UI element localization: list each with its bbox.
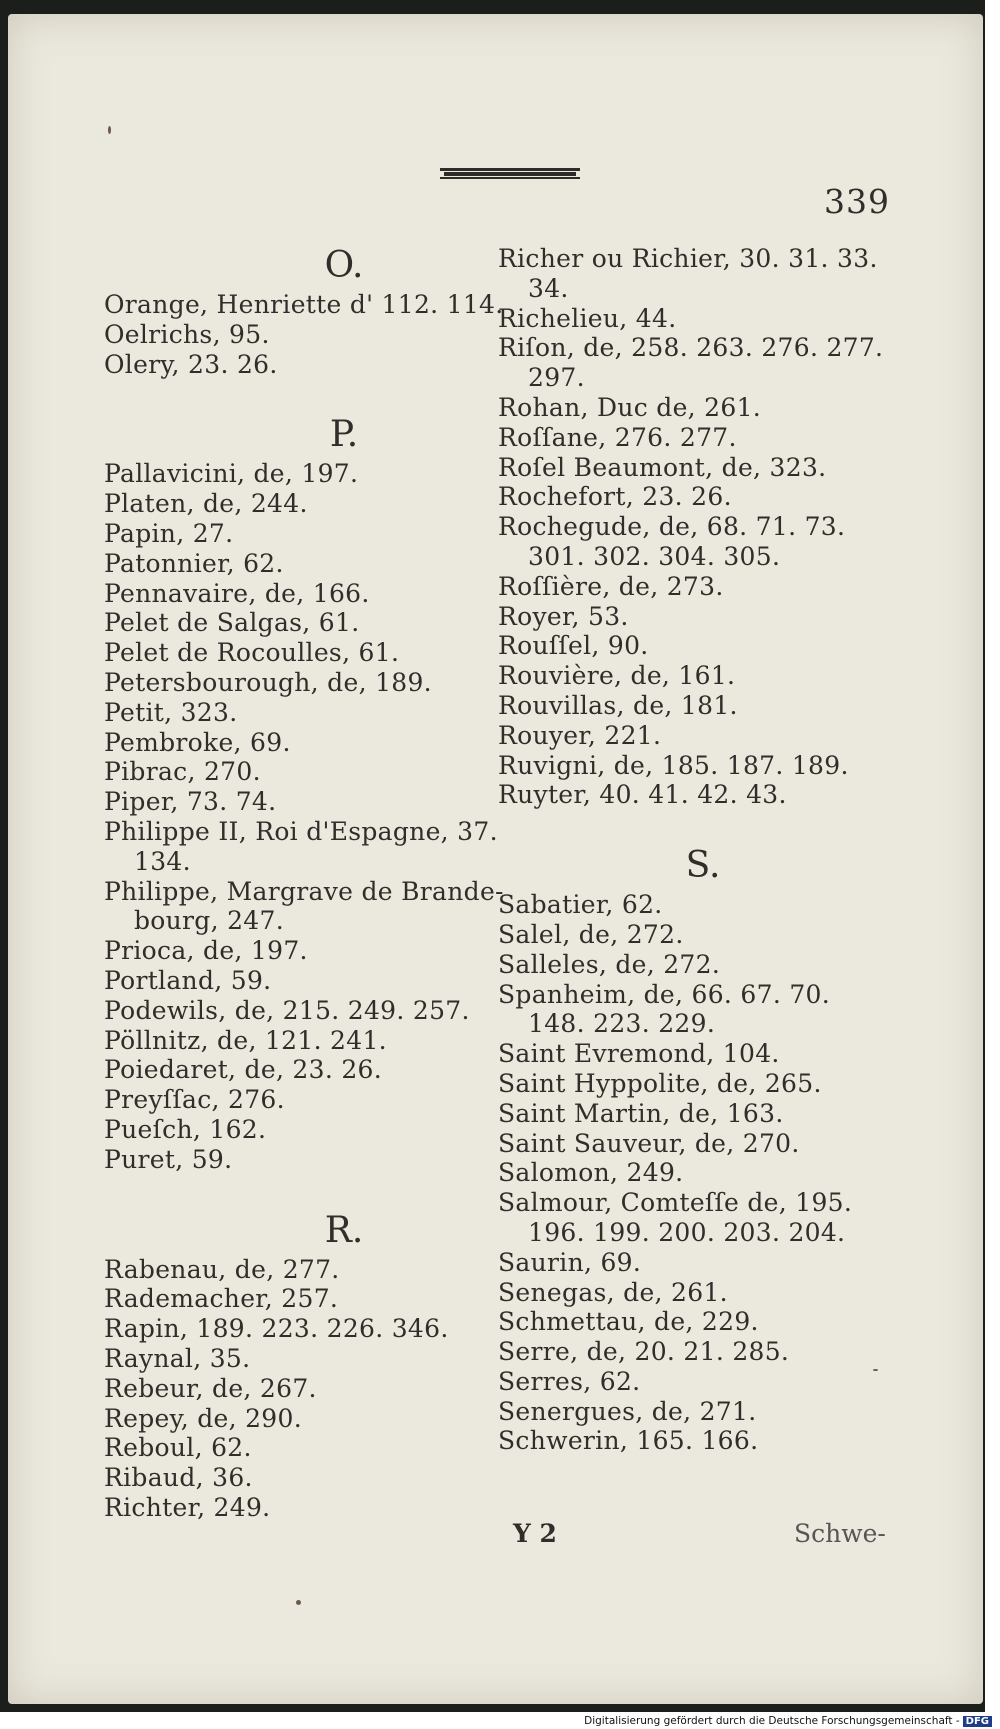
section-letter-heading: O. xyxy=(324,245,364,286)
entry-text: Serre, de, 20. 21. 285. xyxy=(498,1337,790,1367)
index-entry xyxy=(498,1307,908,1337)
paper-speck xyxy=(873,1369,878,1371)
entry-text: Saurin, 69. xyxy=(498,1247,642,1277)
entry-text: Petit, 323. xyxy=(104,697,238,727)
entry-text: Oelrichs, 95. xyxy=(104,319,270,349)
index-entry xyxy=(104,877,504,937)
section-letter-heading: P. xyxy=(329,414,359,456)
index-entry xyxy=(498,1337,908,1367)
entry-text: Roſel Beaumont, de, 323. xyxy=(498,452,827,482)
index-entry xyxy=(104,698,504,728)
entry-text: Saint Hyppolite, de, 265. xyxy=(498,1068,822,1098)
entry-text: Patonnier, 62. xyxy=(104,548,284,578)
entry-text: Sabatier, 62. xyxy=(498,890,663,920)
entry-text: Salomon, 249. xyxy=(498,1158,684,1188)
entry-text: Rapin, 189. 223. 226. 346. xyxy=(104,1314,449,1344)
index-entry xyxy=(104,1404,504,1434)
digitization-credit xyxy=(584,1715,992,1727)
index-entry xyxy=(498,980,908,1040)
entry-text: Preyſſac, 276. xyxy=(104,1085,285,1115)
entry-text: Rohan, Duc de, 261. xyxy=(498,392,762,422)
entry-continuation: 297. xyxy=(528,363,585,393)
index-entry xyxy=(498,482,908,512)
index-entry xyxy=(104,1115,504,1145)
entry-continuation: 148. 223. 229. xyxy=(528,1009,716,1039)
paper-speck xyxy=(296,1600,301,1605)
index-entry xyxy=(498,1158,908,1188)
entry-text: Pelet de Rocoulles, 61. xyxy=(104,638,400,668)
index-entry xyxy=(104,549,504,579)
entry-text: Richer ou Richier, 30. 31. 33. xyxy=(498,244,878,273)
index-column-left xyxy=(104,244,504,1523)
credit-text: Digitalisierung gefördert durch die Deutsche Forschungsgemeinschaft - xyxy=(584,1715,960,1727)
entry-text: Pennavaire, de, 166. xyxy=(104,578,370,608)
index-entry xyxy=(104,996,504,1026)
entry-text: Rochefort, 23. 26. xyxy=(498,482,732,512)
index-entry xyxy=(498,512,908,572)
entry-text: Salmour, Comteſſe de, 195. xyxy=(498,1188,853,1218)
entry-continuation: 301. 302. 304. 305. xyxy=(528,541,781,571)
dfg-logo: DFG xyxy=(963,1716,992,1727)
index-entry xyxy=(498,423,908,453)
entry-text: Salel, de, 272. xyxy=(498,919,684,949)
index-entry xyxy=(498,572,908,602)
index-entry xyxy=(498,1099,908,1129)
index-entry xyxy=(104,757,504,787)
index-entry xyxy=(104,489,504,519)
index-entry xyxy=(104,320,504,350)
entry-text: Richter, 249. xyxy=(104,1492,271,1522)
index-entry xyxy=(498,751,908,781)
entry-continuation: 196. 199. 200. 203. 204. xyxy=(528,1217,846,1247)
index-entry xyxy=(104,1463,504,1493)
entry-text: Repey, de, 290. xyxy=(104,1403,302,1433)
index-entry xyxy=(104,787,504,817)
index-column-right xyxy=(498,244,908,1456)
book-page xyxy=(8,14,983,1704)
entry-text: Schwerin, 165. 166. xyxy=(498,1426,759,1456)
entry-text: Piper, 73. 74. xyxy=(104,787,277,817)
index-entry xyxy=(498,890,908,920)
entry-text: Rouvière, de, 161. xyxy=(498,661,736,691)
index-entry xyxy=(104,1055,504,1085)
entry-text: Philippe, Margrave de Brande- xyxy=(104,876,504,906)
entry-text: Richelieu, 44. xyxy=(498,303,677,333)
entry-text: Platen, de, 244. xyxy=(104,489,308,519)
index-entry xyxy=(104,966,504,996)
index-entry xyxy=(498,691,908,721)
index-entry xyxy=(498,333,908,393)
index-entry xyxy=(498,1188,908,1248)
entry-text: Orange, Henriette d' 112. 114. xyxy=(104,290,504,319)
entry-text: Prioca, de, 197. xyxy=(104,936,308,966)
entry-text: Petersbourough, de, 189. xyxy=(104,667,432,697)
entry-text: Schmettau, de, 229. xyxy=(498,1307,759,1337)
printer-ornament-rule xyxy=(440,164,580,182)
entry-continuation: 134. xyxy=(134,846,191,876)
index-entry xyxy=(498,1278,908,1308)
index-entry xyxy=(498,1039,908,1069)
index-entry xyxy=(104,668,504,698)
index-entry xyxy=(498,661,908,691)
entry-text: Saint Sauveur, de, 270. xyxy=(498,1128,800,1158)
entry-text: Rademacher, 257. xyxy=(104,1284,339,1314)
entry-text: Royer, 53. xyxy=(498,601,629,631)
index-entry xyxy=(104,936,504,966)
entry-text: Podewils, de, 215. 249. 257. xyxy=(104,995,470,1025)
index-entry xyxy=(498,1248,908,1278)
entry-text: Raynal, 35. xyxy=(104,1343,251,1373)
entry-text: Rochegude, de, 68. 71. 73. xyxy=(498,512,846,542)
index-entry xyxy=(104,350,504,380)
signature-mark: Y 2 xyxy=(513,1519,557,1548)
index-entry xyxy=(104,1493,504,1523)
index-entry xyxy=(104,1026,504,1056)
entry-text: Spanheim, de, 66. 67. 70. xyxy=(498,979,830,1009)
entry-text: Riſon, de, 258. 263. 276. 277. xyxy=(498,333,884,363)
index-entry xyxy=(498,244,908,304)
section-gap xyxy=(498,810,908,844)
index-entry xyxy=(498,1426,908,1456)
entry-text: Serres, 62. xyxy=(498,1366,641,1396)
entry-text: Roſſane, 276. 277. xyxy=(498,422,737,452)
entry-text: Pembroke, 69. xyxy=(104,727,291,757)
entry-text: Rebeur, de, 267. xyxy=(104,1373,317,1403)
entry-continuation: 34. xyxy=(528,273,569,303)
entry-text: Ruvigni, de, 185. 187. 189. xyxy=(498,750,849,780)
entry-text: Pallavicini, de, 197. xyxy=(104,459,359,489)
entry-text: Rouvillas, de, 181. xyxy=(498,690,738,720)
index-entry xyxy=(498,1129,908,1159)
index-entry xyxy=(498,780,908,810)
index-entry xyxy=(104,1433,504,1463)
entry-text: Saint Evremond, 104. xyxy=(498,1039,780,1069)
entry-text: Reboul, 62. xyxy=(104,1433,252,1463)
entry-text: Puret, 59. xyxy=(104,1144,233,1174)
index-entry xyxy=(498,304,908,334)
entry-text: Pibrac, 270. xyxy=(104,757,261,787)
entry-text: Rabenau, de, 277. xyxy=(104,1254,340,1284)
section-letter-heading: S. xyxy=(685,845,721,887)
index-entry xyxy=(104,459,504,489)
catchword: Schwe- xyxy=(794,1519,886,1548)
entry-text: Salleles, de, 272. xyxy=(498,949,721,979)
index-entry xyxy=(498,393,908,423)
index-entry xyxy=(104,728,504,758)
index-entry xyxy=(498,631,908,661)
index-entry xyxy=(498,1367,908,1397)
index-entry xyxy=(104,817,504,877)
entry-text: Olery, 23. 26. xyxy=(104,349,278,379)
paper-speck xyxy=(108,126,111,134)
entry-text: Pueſch, 162. xyxy=(104,1114,267,1144)
page-number: 339 xyxy=(824,182,890,221)
index-entry xyxy=(498,602,908,632)
entry-text: Ruyter, 40. 41. 42. 43. xyxy=(498,780,787,810)
index-entry xyxy=(104,1255,504,1285)
entry-text: Roſſière, de, 273. xyxy=(498,571,724,601)
index-entry xyxy=(104,579,504,609)
entry-text: Pelet de Salgas, 61. xyxy=(104,608,360,638)
index-entry xyxy=(498,950,908,980)
entry-text: Papin, 27. xyxy=(104,518,234,548)
entry-text: Poiedaret, de, 23. 26. xyxy=(104,1055,382,1085)
index-entry xyxy=(104,608,504,638)
index-entry xyxy=(104,519,504,549)
index-entry xyxy=(104,1145,504,1175)
index-entry xyxy=(104,1344,504,1374)
entry-text: Portland, 59. xyxy=(104,965,272,995)
index-entry xyxy=(104,1314,504,1344)
index-entry xyxy=(498,453,908,483)
index-entry xyxy=(104,1374,504,1404)
index-entry xyxy=(104,638,504,668)
index-entry xyxy=(104,290,504,320)
entry-text: Senergues, de, 271. xyxy=(498,1396,757,1426)
index-entry xyxy=(498,1397,908,1427)
entry-text: Ribaud, 36. xyxy=(104,1463,253,1493)
section-gap xyxy=(104,379,504,413)
index-entry xyxy=(498,1069,908,1099)
index-entry xyxy=(498,920,908,950)
entry-text: Senegas, de, 261. xyxy=(498,1277,728,1307)
entry-text: Philippe II, Roi d'Espagne, 37. xyxy=(104,816,498,846)
entry-text: Pöllnitz, de, 121. 241. xyxy=(104,1025,387,1055)
section-letter-heading: R. xyxy=(324,1209,364,1251)
entry-text: Saint Martin, de, 163. xyxy=(498,1098,784,1128)
entry-continuation: bourg, 247. xyxy=(134,906,284,936)
index-entry xyxy=(104,1085,504,1115)
section-gap xyxy=(104,1175,504,1209)
index-entry xyxy=(104,1284,504,1314)
entry-text: Rouyer, 221. xyxy=(498,720,662,750)
index-entry xyxy=(498,721,908,751)
entry-text: Rouſſel, 90. xyxy=(498,631,649,661)
